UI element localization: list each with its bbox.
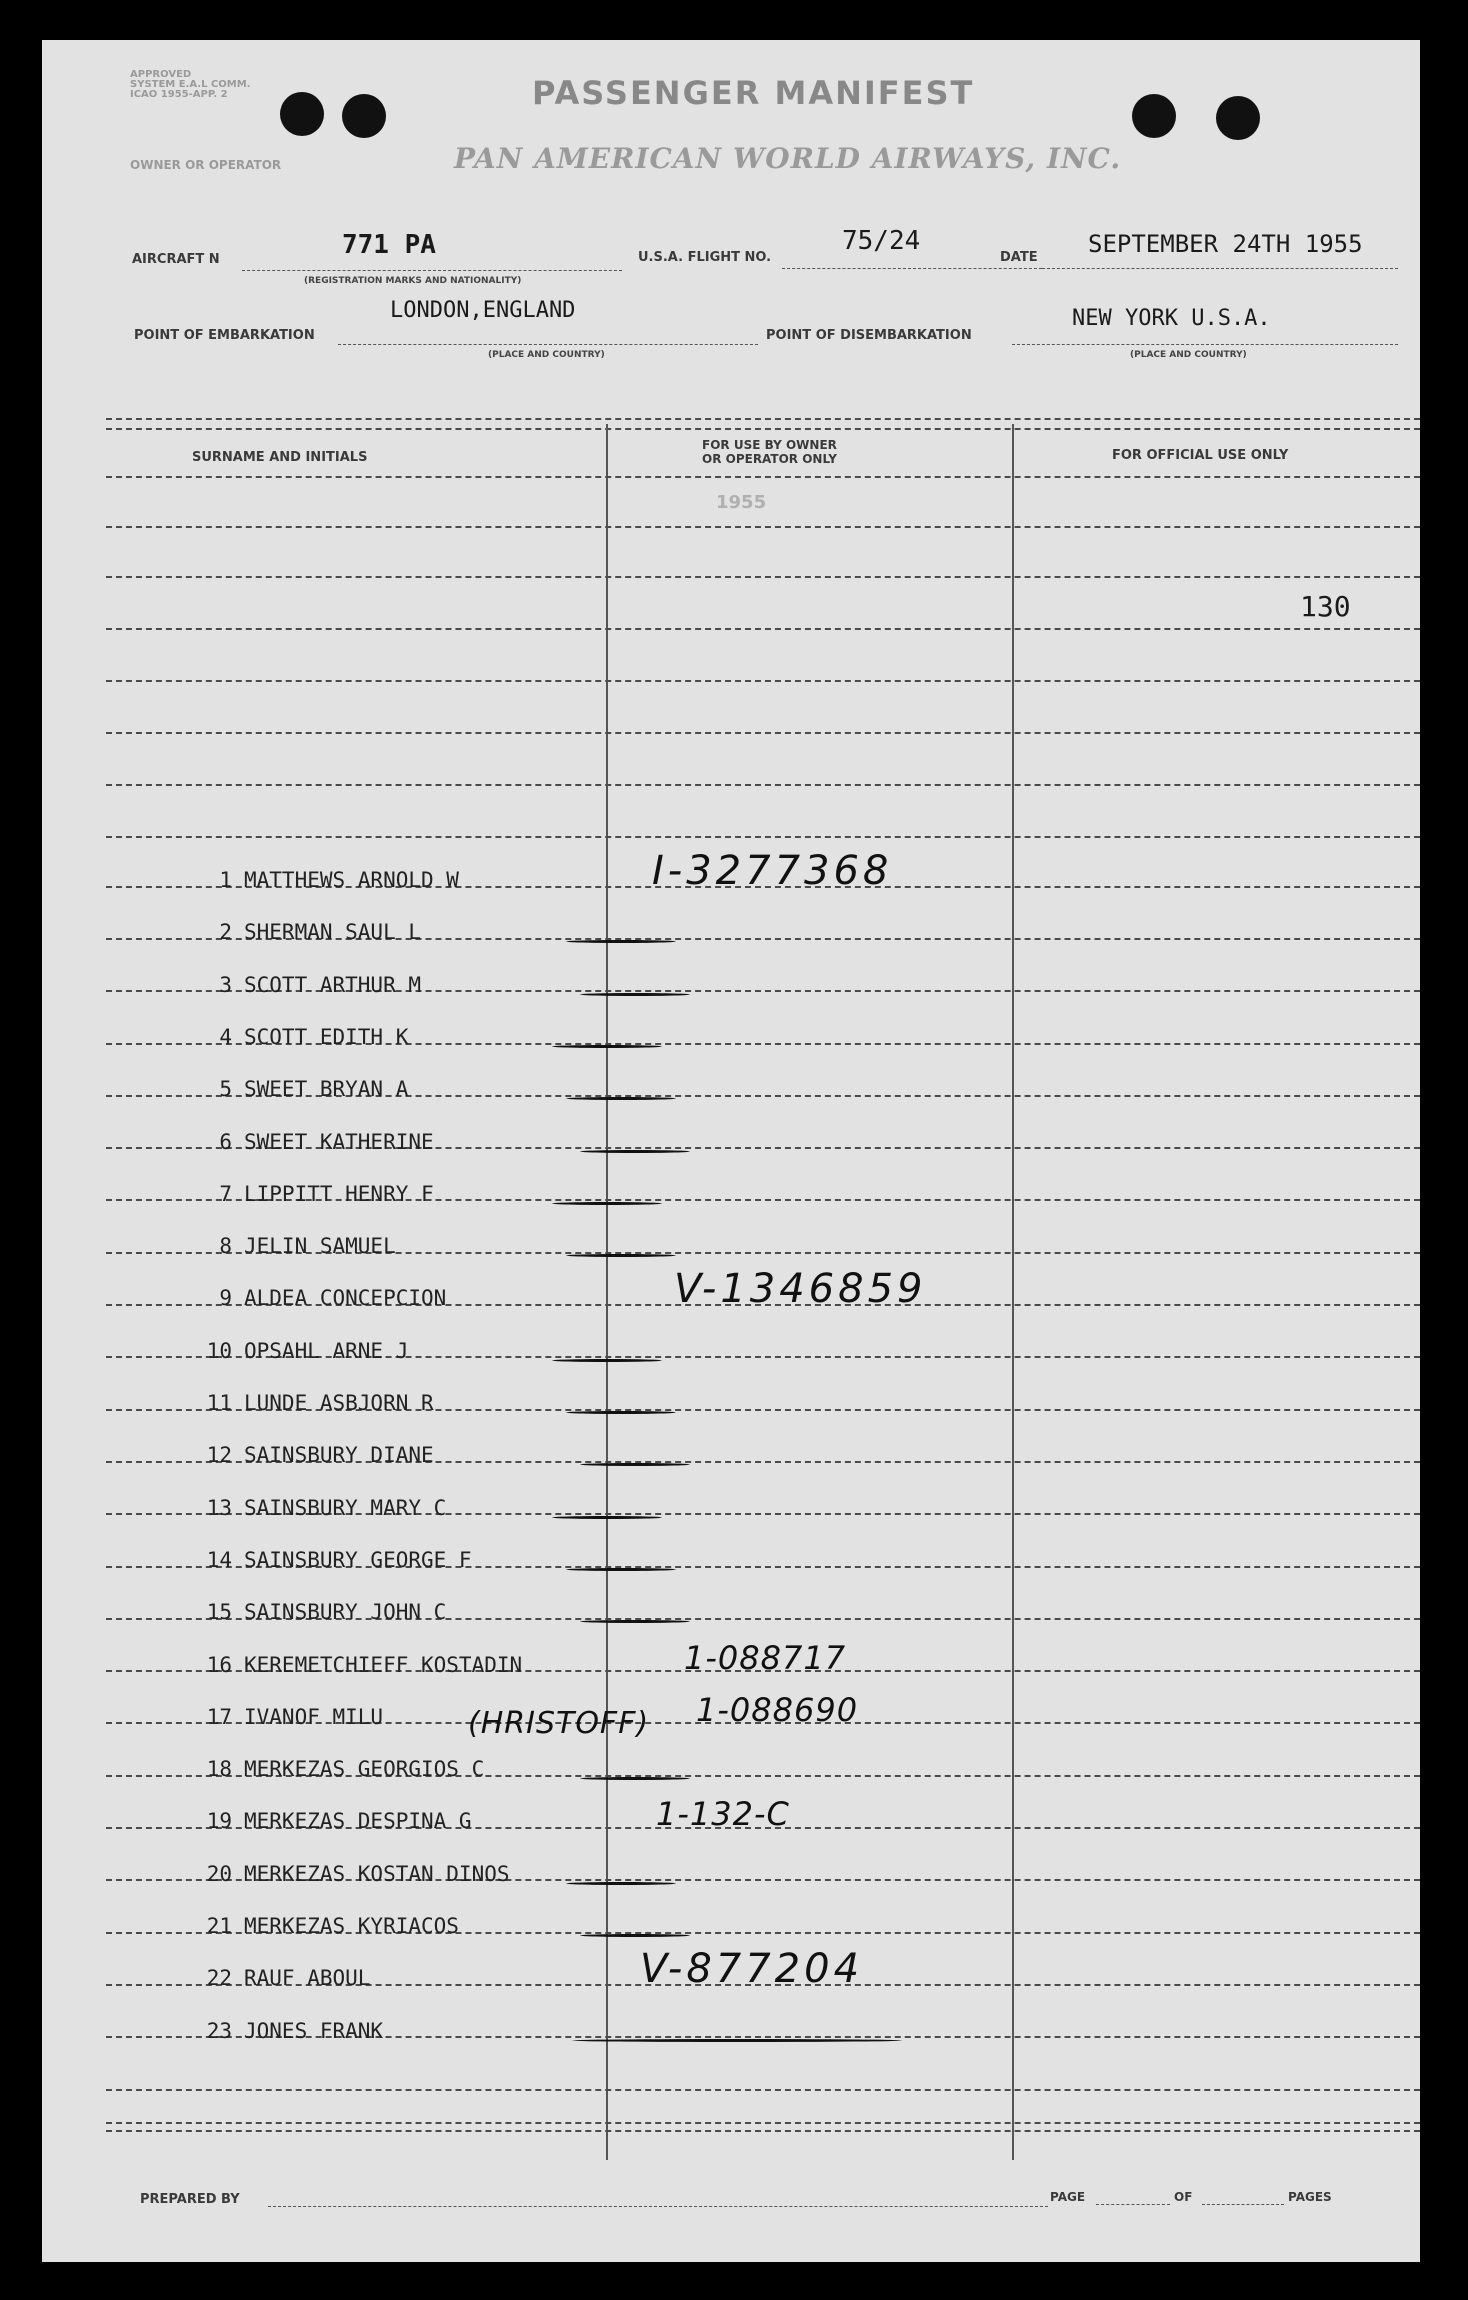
grid-line bbox=[106, 784, 1420, 786]
page-label: PAGE bbox=[1050, 2190, 1086, 2204]
prepared-by-underline bbox=[268, 2206, 1048, 2207]
official-note: 130 bbox=[1300, 590, 1351, 623]
check-mark bbox=[580, 1463, 690, 1466]
passenger-row bbox=[188, 1653, 522, 1677]
passenger-handwritten-note: 1-088717 bbox=[684, 1639, 847, 1677]
column-header-name: SURNAME AND INITIALS bbox=[192, 450, 368, 465]
passenger-row bbox=[188, 973, 421, 997]
passenger-handwritten-note: 1-132-C bbox=[656, 1795, 790, 1833]
check-mark bbox=[580, 1620, 690, 1623]
embarkation-underline bbox=[338, 344, 758, 345]
aircraft-underline bbox=[242, 270, 622, 271]
passenger-number: 21 bbox=[206, 1914, 232, 1938]
passenger-name: MERKEZAS DESPINA G bbox=[244, 1809, 472, 1833]
date-label: DATE bbox=[1000, 250, 1038, 265]
passenger-handwritten-note: V-1346859 bbox=[674, 1266, 927, 1312]
passenger-number: 3 bbox=[219, 973, 232, 997]
passenger-number: 1 bbox=[219, 868, 232, 892]
grid-line bbox=[106, 526, 1420, 528]
manifest-sheet bbox=[42, 40, 1420, 2262]
grid-line bbox=[106, 628, 1420, 630]
column-header-owner-use-line: OR OPERATOR ONLY bbox=[702, 452, 837, 466]
embarkation-label: POINT OF EMBARKATION bbox=[134, 328, 315, 343]
passenger-row bbox=[188, 1286, 446, 1310]
check-mark bbox=[552, 1359, 662, 1362]
check-mark bbox=[580, 1150, 690, 1153]
owner-label: OWNER OR OPERATOR bbox=[130, 158, 282, 172]
passenger-name: MERKEZAS KOSTAN DINOS bbox=[244, 1862, 510, 1886]
approval-stamp bbox=[130, 70, 250, 100]
disembarkation-value: NEW YORK U.S.A. bbox=[1072, 306, 1271, 331]
passenger-number: 17 bbox=[206, 1705, 232, 1729]
of-underline bbox=[1202, 2204, 1284, 2205]
grid-line bbox=[106, 2089, 1420, 2091]
check-mark bbox=[572, 2039, 902, 2042]
grid-line bbox=[106, 2130, 1420, 2132]
check-mark bbox=[580, 1934, 690, 1937]
prepared-by-label: PREPARED BY bbox=[140, 2192, 240, 2207]
passenger-name: LIPPITT HENRY F bbox=[244, 1182, 434, 1206]
passenger-row bbox=[188, 1705, 383, 1729]
check-mark bbox=[580, 1777, 690, 1780]
passenger-number: 23 bbox=[206, 2019, 232, 2043]
check-mark bbox=[566, 940, 676, 943]
pages-label: PAGES bbox=[1288, 2190, 1332, 2204]
disembarkation-underline bbox=[1012, 344, 1398, 345]
passenger-number: 20 bbox=[206, 1862, 232, 1886]
passenger-name: SAINSBURY MARY C bbox=[244, 1496, 447, 1520]
passenger-name: MERKEZAS KYRIACOS bbox=[244, 1914, 459, 1938]
column-header-owner-use-line: FOR USE BY OWNER bbox=[702, 438, 837, 452]
check-mark bbox=[566, 1568, 676, 1571]
passenger-row bbox=[188, 1182, 434, 1206]
passenger-row bbox=[188, 1809, 472, 1833]
passenger-number: 18 bbox=[206, 1757, 232, 1781]
owner-logo: PAN AMERICAN WORLD AIRWAYS, INC. bbox=[454, 142, 1122, 175]
passenger-name: SCOTT EDITH K bbox=[244, 1025, 409, 1049]
check-mark bbox=[566, 1411, 676, 1414]
passenger-number: 11 bbox=[206, 1391, 232, 1415]
passenger-handwritten-note: I-3277368 bbox=[652, 848, 893, 894]
check-mark bbox=[552, 1516, 662, 1519]
passenger-name: RAUF ABOUL bbox=[244, 1966, 371, 1990]
approval-line: ICAO 1955-APP. 2 bbox=[130, 89, 228, 100]
passenger-row bbox=[188, 1443, 434, 1467]
passenger-number: 9 bbox=[219, 1286, 232, 1310]
passenger-name: MATTHEWS ARNOLD W bbox=[244, 868, 459, 892]
passenger-number: 16 bbox=[206, 1653, 232, 1677]
passenger-number: 14 bbox=[206, 1548, 232, 1572]
passenger-row bbox=[188, 1548, 472, 1572]
annotation-hristoff: (HRISTOFF) bbox=[468, 1706, 650, 1741]
aircraft-value: 771 PA bbox=[342, 230, 436, 260]
passenger-row bbox=[188, 1496, 446, 1520]
embarkation-sub: (PLACE AND COUNTRY) bbox=[488, 350, 605, 360]
punch-hole-1 bbox=[280, 92, 324, 136]
passenger-name: LUNDE ASBJORN R bbox=[244, 1391, 434, 1415]
flight-value: 75/24 bbox=[842, 226, 921, 256]
passenger-number: 22 bbox=[206, 1966, 232, 1990]
passenger-row bbox=[188, 1966, 370, 1990]
aircraft-label: AIRCRAFT N bbox=[132, 252, 220, 267]
check-mark bbox=[566, 1254, 676, 1257]
passenger-name: IVANOF MILU bbox=[244, 1705, 384, 1729]
passenger-row bbox=[188, 1234, 396, 1258]
of-label: OF bbox=[1174, 2190, 1193, 2204]
check-mark bbox=[552, 1045, 662, 1048]
passenger-number: 10 bbox=[206, 1339, 232, 1363]
grid-line bbox=[106, 680, 1420, 682]
passenger-row bbox=[188, 1339, 408, 1363]
disembarkation-label: POINT OF DISEMBARKATION bbox=[766, 328, 972, 343]
passenger-number: 13 bbox=[206, 1496, 232, 1520]
passenger-name: SCOTT ARTHUR M bbox=[244, 973, 422, 997]
passenger-name: SWEET BRYAN A bbox=[244, 1077, 409, 1101]
column-header-owner-use bbox=[702, 438, 837, 466]
passenger-name: MERKEZAS GEORGIOS C bbox=[244, 1757, 485, 1781]
aircraft-sub: (REGISTRATION MARKS AND NATIONALITY) bbox=[304, 276, 522, 286]
passenger-number: 4 bbox=[219, 1025, 232, 1049]
passenger-name: KEREMETCHIEFF KOSTADIN bbox=[244, 1653, 523, 1677]
passenger-name: JONES FRANK bbox=[244, 2019, 384, 2043]
column-divider-2 bbox=[1012, 424, 1014, 2160]
grid-line bbox=[106, 836, 1420, 838]
passenger-row bbox=[188, 920, 421, 944]
grid-line bbox=[106, 428, 1420, 430]
passenger-row bbox=[188, 1077, 408, 1101]
punch-hole-4 bbox=[1216, 96, 1260, 140]
passenger-name: SWEET KATHERINE bbox=[244, 1130, 434, 1154]
passenger-row bbox=[188, 1862, 510, 1886]
passenger-name: SAINSBURY DIANE bbox=[244, 1443, 434, 1467]
passenger-number: 15 bbox=[206, 1600, 232, 1624]
check-mark bbox=[566, 1882, 676, 1885]
embarkation-value: LONDON,ENGLAND bbox=[390, 298, 576, 323]
check-mark bbox=[580, 993, 690, 996]
passenger-number: 6 bbox=[219, 1130, 232, 1154]
column-divider-1 bbox=[606, 424, 608, 2160]
page-underline bbox=[1096, 2204, 1170, 2205]
passenger-row bbox=[188, 868, 459, 892]
passenger-row bbox=[188, 1391, 434, 1415]
passenger-number: 19 bbox=[206, 1809, 232, 1833]
passenger-row bbox=[188, 1914, 459, 1938]
passenger-number: 12 bbox=[206, 1443, 232, 1467]
passenger-name: SAINSBURY JOHN C bbox=[244, 1600, 447, 1624]
grid-line bbox=[106, 576, 1420, 578]
check-mark bbox=[566, 1097, 676, 1100]
passenger-row bbox=[188, 1600, 446, 1624]
passenger-row bbox=[188, 1757, 484, 1781]
flight-label: U.S.A. FLIGHT NO. bbox=[638, 250, 772, 265]
disembarkation-sub: (PLACE AND COUNTRY) bbox=[1130, 350, 1247, 360]
punch-hole-2 bbox=[342, 94, 386, 138]
page-title: PASSENGER MANIFEST bbox=[532, 74, 975, 112]
approval-line: SYSTEM E.A.L COMM. bbox=[130, 79, 251, 90]
passenger-number: 7 bbox=[219, 1182, 232, 1206]
passenger-row bbox=[188, 1130, 434, 1154]
column-header-official-use: FOR OFFICIAL USE ONLY bbox=[1112, 448, 1289, 463]
passenger-name: JELIN SAMUEL bbox=[244, 1234, 396, 1258]
grid-line bbox=[106, 732, 1420, 734]
date-underline bbox=[1042, 268, 1398, 269]
passenger-number: 5 bbox=[219, 1077, 232, 1101]
passenger-row bbox=[188, 1025, 408, 1049]
grid-line bbox=[106, 418, 1420, 420]
passenger-name: SHERMAN SAUL L bbox=[244, 920, 422, 944]
passenger-number: 2 bbox=[219, 920, 232, 944]
faint-note: 1955 bbox=[716, 492, 767, 513]
passenger-handwritten-note: 1-088690 bbox=[696, 1691, 859, 1729]
passenger-number: 8 bbox=[219, 1234, 232, 1258]
grid-line bbox=[106, 476, 1420, 478]
passenger-name: OPSAHL ARNE J bbox=[244, 1339, 409, 1363]
punch-hole-3 bbox=[1132, 94, 1176, 138]
passenger-name: ALDEA CONCEPCION bbox=[244, 1286, 447, 1310]
grid-line bbox=[106, 2122, 1420, 2124]
flight-underline bbox=[782, 268, 1042, 269]
check-mark bbox=[552, 1202, 662, 1205]
passenger-name: SAINSBURY GEORGE F bbox=[244, 1548, 472, 1572]
passenger-row bbox=[188, 2019, 383, 2043]
date-value: SEPTEMBER 24TH 1955 bbox=[1088, 230, 1363, 258]
passenger-handwritten-note: V-877204 bbox=[640, 1946, 864, 1992]
approval-line: APPROVED bbox=[130, 69, 192, 80]
